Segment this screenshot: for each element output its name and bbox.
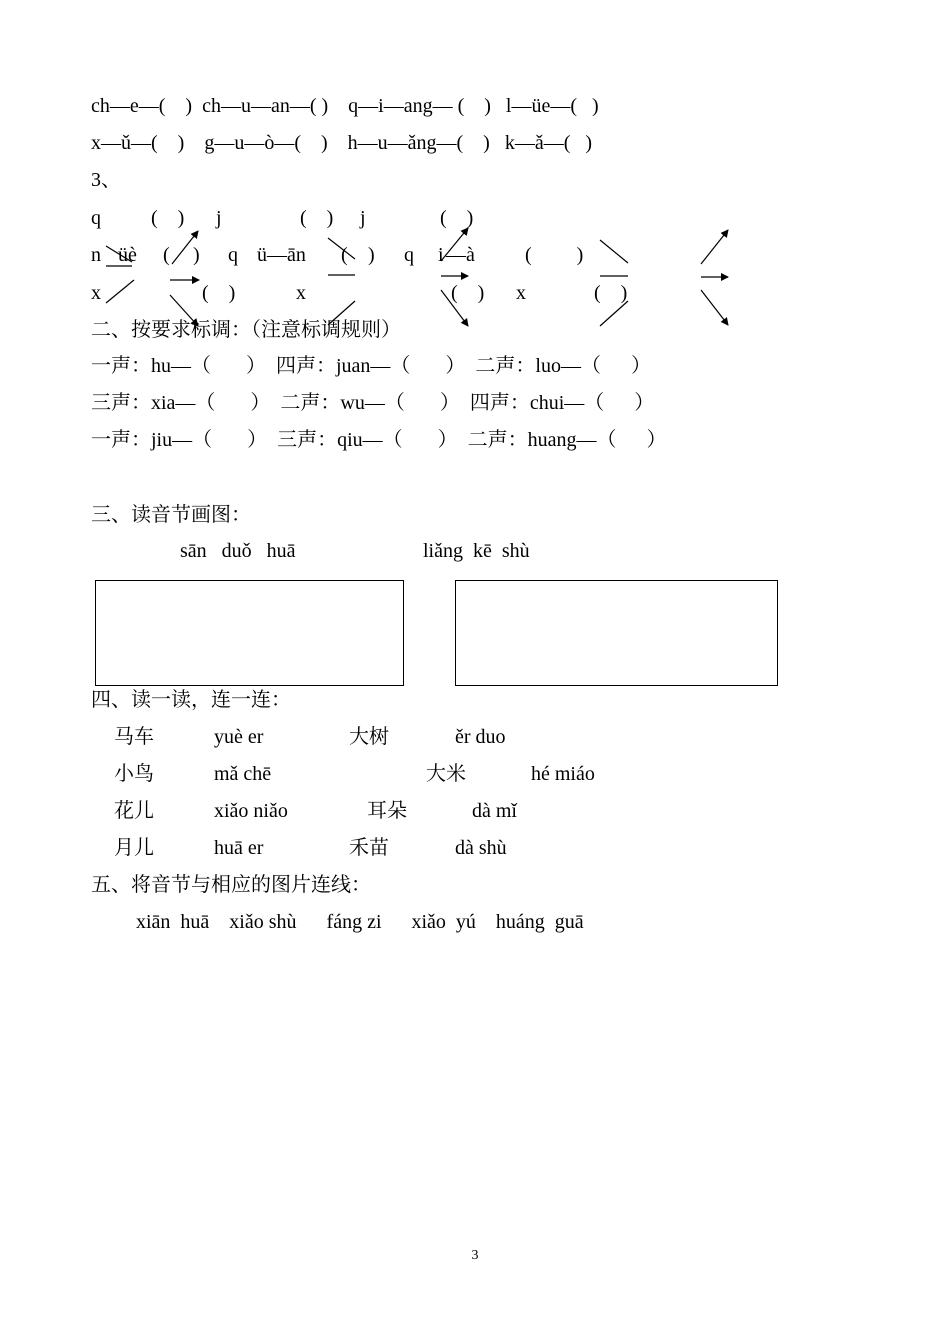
diagram-final: —à — [446, 244, 475, 266]
diagram-letter: x — [516, 282, 526, 304]
diagram-final: ü—ān — [257, 244, 306, 266]
diagram-blank: ( ) — [594, 282, 628, 304]
diagram-letter: j — [360, 207, 366, 229]
diagram-blank: ( ) — [525, 244, 584, 266]
diagram-final: üè — [118, 244, 137, 266]
section-3-heading: 三、读音节画图： — [91, 504, 251, 526]
draw-label-right: liǎng kē shù — [423, 540, 530, 562]
section-2-heading: 二、按要求标调：（注意标调规则） — [91, 319, 401, 341]
diagram-letter: x — [296, 282, 306, 304]
diagram-letter: q — [228, 244, 238, 266]
diagram-blank: ( ) — [202, 282, 236, 304]
diagram-letter: n — [91, 244, 101, 266]
match-pinyin: yuè er — [214, 726, 264, 748]
match-pinyin: mǎ chē — [214, 763, 272, 785]
section-4-heading: 四、读一读，连一连： — [91, 689, 291, 711]
diagram-blank: ( ) — [151, 207, 185, 229]
diagram-arrow — [701, 290, 728, 325]
section-5-syllables: xiān huā xiǎo shù fáng zi xiǎo yú huáng guā — [136, 911, 584, 933]
diagram-blank-close: ) — [368, 244, 375, 266]
diagram-letter: x — [91, 282, 101, 304]
diagram-blank-close: ) — [193, 244, 200, 266]
spelling-row-2: x—ǔ—( ) g—u—ò—( ) h—u—ǎng—( ) k—ǎ—( ) — [91, 132, 593, 154]
diagram-letter: j — [216, 207, 222, 229]
section-3-number: 3、 — [91, 169, 121, 191]
diagram-medial: i — [438, 244, 444, 266]
match-word: 马车 — [114, 726, 154, 748]
diagram-blank-open: ( — [163, 244, 170, 266]
match-word: 大树 — [349, 726, 389, 748]
match-word: 小鸟 — [114, 763, 154, 785]
diagram-blank: ( ) — [451, 282, 485, 304]
match-word: 禾苗 — [349, 837, 389, 859]
match-pinyin: xiǎo niǎo — [214, 800, 288, 822]
tone-row-3: 一声：jiu—（ ） 三声：qiu—（ ） 二声：huang—（ ） — [91, 429, 667, 451]
match-pinyin: dà mǐ — [472, 800, 517, 822]
page-number: 3 — [471, 1248, 479, 1263]
diagram-blank: ( ) — [440, 207, 474, 229]
diagram-arrow — [701, 230, 728, 264]
match-word: 大米 — [426, 763, 466, 785]
diagram-line — [600, 240, 628, 263]
diagram-blank: ( ) — [300, 207, 334, 229]
section-5-heading: 五、将音节与相应的图片连线： — [91, 874, 371, 896]
tone-row-2: 三声：xia—（ ） 二声：wu—（ ） 四声：chui—（ ） — [91, 392, 655, 414]
drawing-box-left[interactable] — [95, 580, 404, 686]
match-pinyin: ěr duo — [455, 726, 506, 748]
diagram-blank-open: ( — [341, 244, 348, 266]
diagram-letter: q — [404, 244, 414, 266]
match-pinyin: dà shù — [455, 837, 507, 859]
tone-row-1: 一声：hu—（ ） 四声：juan—（ ） 二声：luo—（ ） — [91, 355, 651, 377]
match-word: 花儿 — [114, 800, 154, 822]
diagram-letter: q — [91, 207, 101, 229]
diagram-line — [106, 280, 134, 303]
match-word: 耳朵 — [367, 800, 407, 822]
match-pinyin: hé miáo — [531, 763, 595, 785]
drawing-box-right[interactable] — [455, 580, 778, 686]
match-pinyin: huā er — [214, 837, 264, 859]
draw-label-left: sān duǒ huā — [180, 540, 296, 562]
match-word: 月儿 — [114, 837, 154, 859]
spelling-row-1: ch—e—( ) ch—u—an—( ) q—i—ang— ( ) l—üe—( ) — [91, 95, 599, 117]
